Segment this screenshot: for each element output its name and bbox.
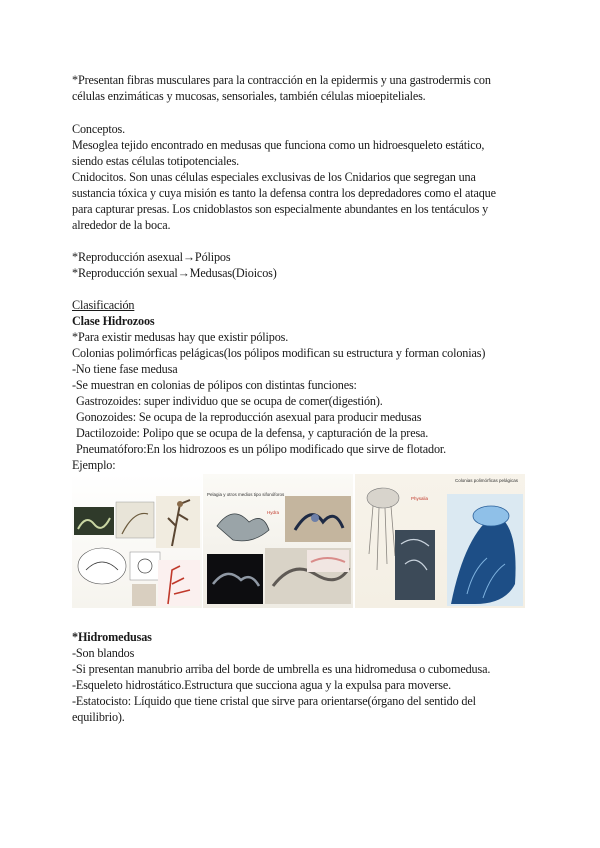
text-line: Gonozoides: Se ocupa de la reproducción asexual para producir medusas — [76, 410, 422, 424]
text-line: Pneumatóforo:En los hidrozoos es un pólipo modificado que sirve de flotador. — [76, 442, 447, 456]
text-line: *Presentan fibras musculares para la contracción en la epidermis y una gastrodermis con — [72, 73, 491, 87]
text-line: -Esqueleto hidrostático.Estructura que succiona agua y la expulsa para moverse. — [72, 678, 452, 692]
figure-red-label: Hydra — [267, 510, 280, 515]
text-line: para capturar presas. Los cnidoblastos son especialmente abundantes en los tentáculos y — [72, 202, 489, 216]
figure-caption: Colonias polimórficas pelágicas — [455, 478, 519, 483]
text-line: Ejemplo: — [72, 458, 116, 472]
text-line: células enzimáticas y mucosas, sensoriales, también células mioepiteliales. — [72, 89, 426, 103]
text-line: sustancia tóxica y cuya misión es tanto la defensa contra los depredadores como el ataque — [72, 186, 496, 200]
text-line: alrededor de la boca. — [72, 218, 171, 232]
text-line: equilibrio). — [72, 710, 125, 724]
text-line: Dactilozoide: Polipo que se ocupa de la defensa, y capturación de la presa. — [76, 426, 429, 440]
hydrozoa-figure-panel-1 — [72, 474, 202, 608]
physalia-illustration — [355, 474, 525, 608]
hydrozoa-figure-panel-2 — [203, 474, 353, 608]
section-heading-clasificacion: Clasificación — [72, 298, 135, 312]
text-line: *Reproducción sexual→Medusas(Dioicos) — [72, 266, 277, 280]
text-line: Cnidocitos. Son unas células especiales exclusivas de los Cnidarios que segregan una — [72, 170, 476, 184]
hydroid-illustration — [72, 474, 202, 608]
subsection-heading-hidromedusas: *Hidromedusas — [72, 630, 152, 644]
subsection-heading-hidrozoos: Clase Hidrozoos — [72, 314, 155, 328]
text-line: Gastrozoides: super individuo que se ocupa de comer(digestión). — [76, 394, 383, 408]
text-line: -Se muestran en colonias de pólipos con distintas funciones: — [72, 378, 357, 392]
figure-caption: Pelagia y otros medios tipo sifonóforos — [207, 492, 285, 497]
section-heading-conceptos: Conceptos. — [72, 122, 125, 136]
text-line: *Reproducción asexual→Pólipos — [72, 250, 231, 264]
text-line: -No tiene fase medusa — [72, 362, 178, 376]
text-line: Colonias polimórficas pelágicas(los pólipos modifican su estructura y forman colonias) — [72, 346, 486, 360]
text-line: *Para existir medusas hay que existir pólipos. — [72, 330, 289, 344]
figure-red-label: Physalia — [411, 496, 429, 501]
hydrozoa-figure-panel-3 — [355, 474, 525, 608]
text-line: -Son blandos — [72, 646, 135, 660]
text-line: siendo estas células totipotenciales. — [72, 154, 240, 168]
text-line: -Estatocisto: Líquido que tiene cristal que sirve para orientarse(órgano del sentido del — [72, 694, 476, 708]
text-line: Mesoglea tejido encontrado en medusas que funciona como un hidroesqueleto estático, — [72, 138, 485, 152]
text-line: -Si presentan manubrio arriba del borde de umbrella es una hidromedusa o cubomedusa. — [72, 662, 491, 676]
